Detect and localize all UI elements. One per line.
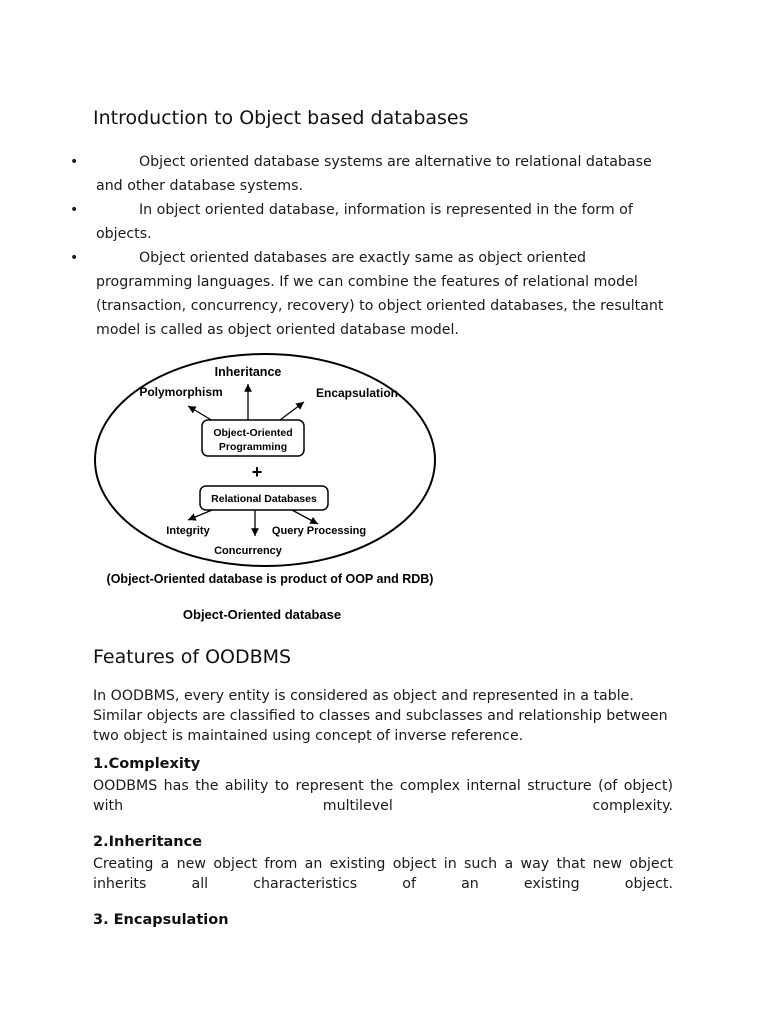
bullet-dot: • [70, 154, 79, 170]
bullet-item [60, 150, 680, 198]
label-polymorphism: Polymorphism [139, 385, 223, 399]
bullet-text: Object oriented database systems are alternative to relational database and other database systems. [96, 154, 652, 194]
feature-title: 2.Inheritance [93, 834, 203, 850]
plus-sign: + [251, 462, 263, 482]
diagram-title: Object-Oriented database [182, 607, 342, 622]
features-heading: Features of OODBMS [93, 646, 292, 668]
feature-title: 1.Complexity [93, 756, 201, 772]
label-integrity: Integrity [166, 525, 210, 537]
feature-title: 3. Encapsulation [93, 912, 229, 928]
label-query-processing: Query Processing [271, 525, 367, 537]
page-title: Introduction to Object based databases [93, 107, 469, 129]
oodb-diagram [92, 352, 452, 632]
label-concurrency: Concurrency [214, 545, 282, 557]
feature-text: Creating a new object from an existing object in such a way that new object inherits all characteristics of an existing object. [93, 856, 673, 892]
features-intro: In OODBMS, every entity is considered as object and represented in a table. Similar objects are classified to classes and subclasses and relationship between two object is maintained using concept of inverse reference. [93, 688, 668, 744]
oop-box-line1: Object-Oriented [213, 427, 293, 439]
intro-bullet-list [60, 150, 680, 342]
bullet-text: In object oriented database, information is represented in the form of objects. [96, 202, 633, 242]
bullet-item [60, 198, 680, 246]
label-encapsulation: Encapsulation [315, 386, 399, 400]
bullet-item [60, 246, 680, 342]
oop-box-line2: Programming [218, 441, 288, 453]
label-inheritance: Inheritance [214, 365, 282, 379]
rdb-box-label: Relational Databases [211, 493, 317, 505]
feature-text: OODBMS has the ability to represent the complex internal structure (of object) with multilevel complexity. [93, 778, 673, 814]
bullet-text: Object oriented databases are exactly same as object oriented programming languages. If we can combine the features of relational model (transaction, concurrency, recovery) to object oriented databases, the resultant model is called as object oriented database model. [96, 250, 664, 338]
arrow-integrity [188, 510, 212, 520]
arrow-query [292, 510, 318, 524]
bullet-dot: • [70, 202, 79, 218]
arrow-encapsulation [280, 402, 304, 420]
diagram-caption: (Object-Oriented database is product of OOP and RDB) [106, 572, 434, 586]
bullet-dot: • [70, 250, 79, 266]
